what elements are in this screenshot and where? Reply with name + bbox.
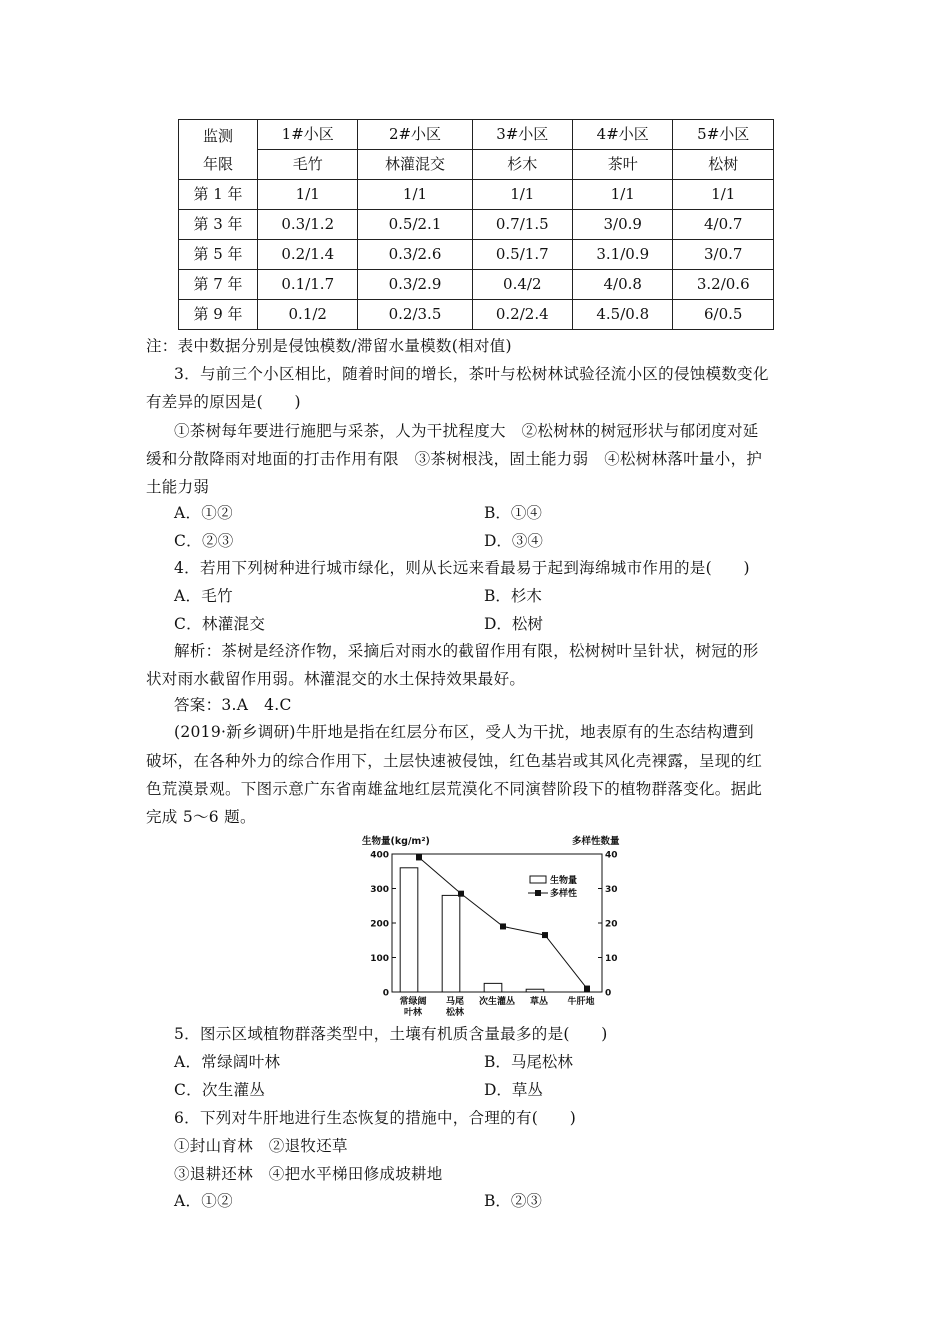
y-right-tick-label: 20 (605, 919, 618, 930)
legend-label-diversity: 多样性 (550, 889, 578, 899)
plot-type: 茶叶 (573, 150, 673, 180)
category-label: 马尾 (445, 997, 465, 1007)
table-header-cell: 监测 年限 (179, 120, 258, 180)
q5-option-b: B．马尾松林 (484, 1053, 573, 1071)
value-cell: 1/1 (358, 180, 472, 210)
value-cell: 0.3/1.2 (258, 210, 358, 240)
plot-name: 1#小区 (258, 120, 358, 150)
q6-stem: 6．下列对牛肝地进行生态恢复的措施中，合理的有( ) (174, 1109, 577, 1127)
diversity-point (458, 891, 464, 897)
q3-statements-end: 土能力弱 (146, 478, 210, 496)
plot-name: 2#小区 (358, 120, 472, 150)
table-note: 注：表中数据分别是侵蚀模数/滞留水量模数(相对值) (146, 337, 512, 355)
answer-text: 答案：3.A 4.C (174, 696, 292, 714)
q3-option-c: C．②③ (174, 532, 234, 550)
value-cell: 0.3/2.9 (358, 270, 472, 300)
q3-option-a: A．①② (174, 504, 233, 522)
value-cell: 3/0.9 (573, 210, 673, 240)
table-row (179, 210, 774, 240)
legend-bar-swatch (530, 876, 546, 883)
q3-statements: ①茶树每年要进行施肥与采茶，人为干扰程度大 ②松树林的树冠形状与郁闭度对延 (174, 422, 759, 440)
q3-stem-cont: 有差异的原因是( ) (146, 393, 301, 411)
biomass-bar (400, 868, 418, 992)
table-row (179, 240, 774, 270)
q4-option-c: C．林灌混交 (174, 615, 266, 633)
q6-option-b: B．②③ (484, 1192, 542, 1210)
value-cell: 0.1/2 (258, 300, 358, 330)
plot-type: 毛竹 (258, 150, 358, 180)
q3-option-b: B．①④ (484, 504, 542, 522)
q3-statements-cont: 缓和分散降雨对地面的打击作用有限 ③茶树根浅，固土能力弱 ④松树林落叶量小，护 (146, 450, 763, 468)
plot-frame (392, 854, 602, 992)
y-left-tick-label: 300 (370, 885, 389, 895)
q6-option-a: A．①② (174, 1192, 233, 1210)
y-left-tick-label: 0 (382, 988, 389, 999)
biomass-bar (484, 983, 502, 992)
value-cell: 0.2/3.5 (358, 300, 472, 330)
q3-stem: 3．与前三个小区相比，随着时间的增长，茶叶与松树林试验径流小区的侵蚀模数变化 (174, 365, 769, 383)
q6-statements-cont: ③退耕还林 ④把水平梯田修成坡耕地 (174, 1165, 443, 1183)
year-cell: 第 3 年 (179, 210, 258, 240)
value-cell: 1/1 (673, 180, 774, 210)
value-cell: 0.2/1.4 (258, 240, 358, 270)
diversity-point (416, 854, 422, 860)
year-cell: 第 5 年 (179, 240, 258, 270)
q4-option-a: A．毛竹 (174, 587, 233, 605)
q5-stem: 5．图示区域植物群落类型中，土壤有机质含量最多的是( ) (174, 1025, 608, 1043)
q4-option-d: D．松树 (484, 615, 543, 633)
passage-text: (2019·新乡调研)牛肝地是指在红层分布区，受人为干扰，地表原有的生态结构遭到 (174, 723, 754, 741)
q5-option-c: C．次生灌丛 (174, 1081, 266, 1099)
plot-name: 3#小区 (472, 120, 572, 150)
analysis-text: 解析：茶树是经济作物，采摘后对雨水的截留作用有限，松树树叶呈针状，树冠的形 (174, 642, 759, 660)
y-left-tick-label: 400 (370, 850, 389, 861)
diversity-point (542, 932, 548, 938)
legend-point-swatch (535, 890, 541, 896)
value-cell: 0.5/2.1 (358, 210, 472, 240)
monitoring-table (178, 119, 774, 330)
q5-option-d: D．草丛 (484, 1081, 543, 1099)
value-cell: 3/0.7 (673, 240, 774, 270)
table-row (179, 270, 774, 300)
value-cell: 3.2/0.6 (673, 270, 774, 300)
value-cell: 0.4/2 (472, 270, 572, 300)
q3-option-d: D．③④ (484, 532, 543, 550)
y-left-tick-label: 200 (370, 919, 389, 930)
passage-text-end: 完成 5～6 题。 (146, 808, 256, 826)
y-axis-left-label: 生物量(kg/m²) (362, 836, 430, 847)
value-cell: 1/1 (258, 180, 358, 210)
y-right-tick-label: 0 (605, 988, 612, 999)
value-cell: 3.1/0.9 (573, 240, 673, 270)
value-cell: 0.2/2.4 (472, 300, 572, 330)
value-cell: 0.3/2.6 (358, 240, 472, 270)
y-axis-right-label: 多样性数量 (572, 836, 620, 847)
table-row (179, 300, 774, 330)
legend-label-biomass: 生物量 (550, 876, 578, 886)
biomass-bar (442, 895, 460, 992)
value-cell: 4/0.7 (673, 210, 774, 240)
category-label: 牛肝地 (567, 997, 595, 1007)
passage-text-cont: 色荒漠景观。下图示意广东省南雄盆地红层荒漠化不同演替阶段下的植物群落变化。据此 (146, 780, 763, 798)
diversity-point (584, 986, 590, 992)
biomass-bar (526, 989, 544, 992)
plot-type: 杉木 (472, 150, 572, 180)
value-cell: 0.5/1.7 (472, 240, 572, 270)
plot-type: 林灌混交 (358, 150, 472, 180)
q5-option-a: A．常绿阔叶林 (174, 1053, 281, 1071)
y-right-tick-label: 40 (605, 850, 618, 861)
q4-option-b: B．杉木 (484, 587, 542, 605)
y-left-tick-label: 100 (370, 954, 389, 964)
value-cell: 4.5/0.8 (573, 300, 673, 330)
analysis-text-cont: 状对雨水截留作用弱。林灌混交的水土保持效果最好。 (146, 670, 526, 688)
year-cell: 第 1 年 (179, 180, 258, 210)
value-cell: 6/0.5 (673, 300, 774, 330)
value-cell: 1/1 (573, 180, 673, 210)
q6-statements: ①封山育林 ②退牧还草 (174, 1137, 348, 1155)
category-label: 草丛 (529, 997, 549, 1007)
y-right-tick-label: 10 (605, 954, 618, 964)
y-right-tick-label: 30 (605, 885, 618, 895)
category-label: 松林 (445, 1008, 465, 1018)
value-cell: 1/1 (472, 180, 572, 210)
passage-text-cont: 破坏，在各种外力的综合作用下，土层快速被侵蚀，红色基岩或其风化壳裸露，呈现的红 (146, 752, 763, 770)
value-cell: 0.7/1.5 (472, 210, 572, 240)
q4-stem: 4．若用下列树种进行城市绿化，则从长远来看最易于起到海绵城市作用的是( ) (174, 559, 750, 577)
category-label: 次生灌丛 (478, 997, 516, 1007)
plot-type: 松树 (673, 150, 774, 180)
year-cell: 第 7 年 (179, 270, 258, 300)
value-cell: 0.1/1.7 (258, 270, 358, 300)
table-row (179, 180, 774, 210)
category-label: 常绿阔 (399, 997, 427, 1007)
plot-name: 4#小区 (573, 120, 673, 150)
diversity-point (500, 923, 506, 929)
year-cell: 第 9 年 (179, 300, 258, 330)
value-cell: 4/0.8 (573, 270, 673, 300)
plant-community-chart (358, 834, 638, 1024)
category-label: 叶林 (403, 1008, 423, 1018)
plot-name: 5#小区 (673, 120, 774, 150)
